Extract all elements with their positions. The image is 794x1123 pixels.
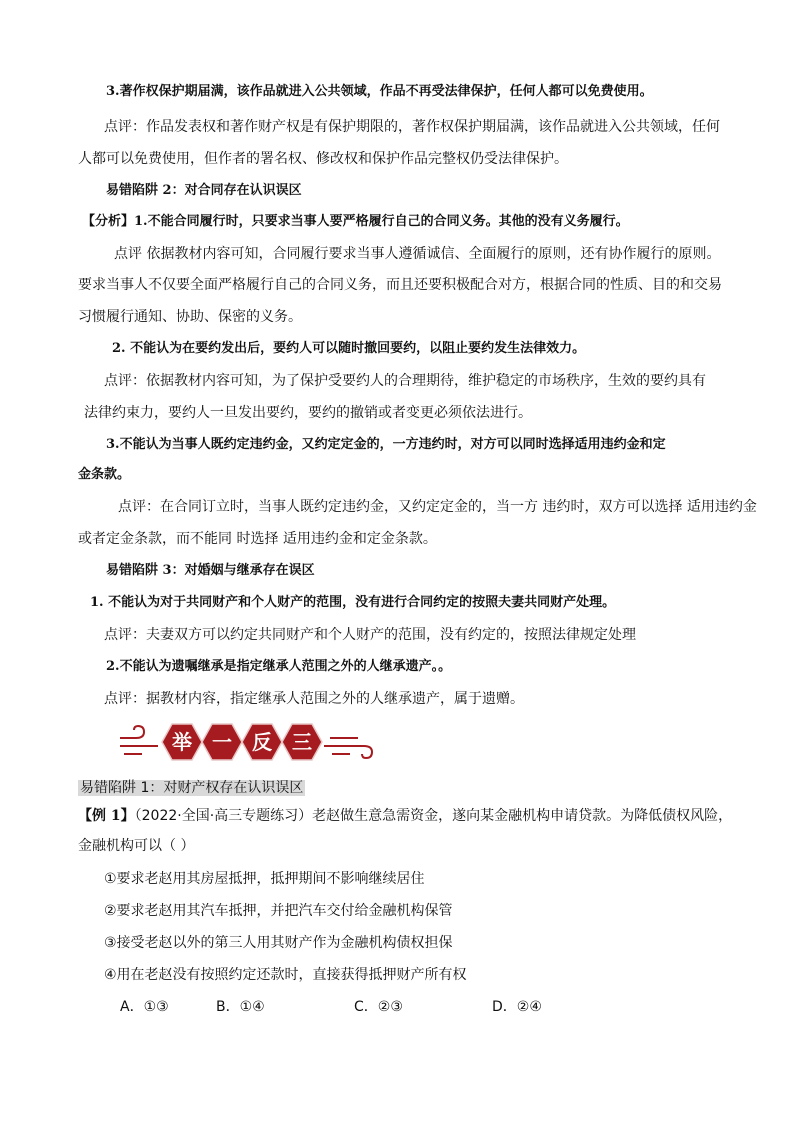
option-d[interactable]: D．②④	[492, 999, 542, 1015]
contract-comment-3-line-1: 点评：在合同订立时，当事人既约定违约金，又约定定金的，当一方 违约时，双方可以选择 适用违约金	[118, 499, 757, 515]
left-decoration-icon	[120, 726, 158, 754]
banner-char-1: 举	[172, 730, 192, 754]
option-c[interactable]: C．②③	[354, 999, 403, 1015]
marriage-point-2: 2.不能认为遗嘱继承是指定继承人范围之外的人继承遗产。。	[106, 659, 452, 674]
example-question-text: （2022·全国·高三专题练习）老赵做生意急需资金，遂向某金融机构申请贷款。为降低债权风险，	[134, 808, 733, 824]
right-decoration-icon	[324, 738, 372, 758]
choice-item-4: ④用在老赵没有按照约定还款时，直接获得抵押财产所有权	[104, 967, 467, 983]
comment-3-line-1: 点评：作品发表权和著作财产权是有保护期限的，著作权保护期届满，该作品就进入公共领域，任何	[104, 119, 720, 135]
trap-2-title: 易错陷阱 2：对合同存在认识误区	[106, 183, 302, 198]
contract-comment-3-line-2: 或者定金条款，而不能同 时选择 适用违约金和定金条款。	[78, 531, 437, 547]
contract-comment-2-line-2: 法律约束力，要约人一旦发出要约，要约的撤销或者变更必须依法进行。	[84, 405, 532, 421]
contract-point-2: 2. 不能认为在要约发出后，要约人可以随时撤回要约，以阻止要约发生法律效力。	[112, 341, 586, 356]
banner-char-4: 三	[292, 730, 312, 754]
example-tag: 【例 1】	[78, 808, 135, 824]
marriage-comment-2: 点评：据教材内容，指定继承人范围之外的人继承遗产，属于遗赠。	[104, 691, 524, 707]
contract-point-3-line-2: 金条款。	[78, 467, 131, 482]
example-trap-title	[78, 778, 305, 798]
banner-hexagons	[162, 724, 322, 760]
section-banner	[118, 718, 678, 766]
choice-item-2: ②要求老赵用其汽车抵押，并把汽车交付给金融机构保管	[104, 903, 453, 919]
choice-item-3: ③接受老赵以外的第三人用其财产作为金融机构债权担保	[104, 935, 453, 951]
trap-1-highlight: 易错陷阱 1：对财产权存在认识误区	[80, 780, 304, 796]
comment-3-line-2: 人都可以免费使用，但作者的署名权、修改权和保护作品完整权仍受法律保护。	[78, 151, 568, 167]
example-question-line-2: 金融机构可以（ ）	[78, 838, 195, 854]
trap-3-title: 易错陷阱 3：对婚姻与继承存在误区	[106, 563, 315, 578]
contract-comment-1-line-2: 要求当事人不仅要全面严格履行自己的合同义务，而且还要积极配合对方，根据合同的性质、目的和交易	[78, 277, 722, 293]
option-b[interactable]: B．①④	[216, 999, 265, 1015]
banner-char-3: 反	[252, 730, 272, 754]
banner-char-2: 一	[212, 730, 232, 754]
marriage-comment-1: 点评：夫妻双方可以约定共同财产和个人财产的范围，没有约定的，按照法律规定处理	[104, 627, 636, 643]
contract-comment-2-line-1: 点评：依据教材内容可知，为了保护受要约人的合理期待，维护稳定的市场秩序，生效的要约具有	[104, 373, 706, 389]
marriage-point-1: 1. 不能认为对于共同财产和个人财产的范围，没有进行合同约定的按照夫妻共同财产处理。	[90, 595, 616, 610]
choice-item-1: ①要求老赵用其房屋抵押，抵押期间不影响继续居住	[104, 871, 425, 887]
analysis-point-1: 【分析】1.不能合同履行时，只要求当事人要严格履行自己的合同义务。其他的没有义务履行。	[82, 214, 629, 229]
contract-comment-1-line-1: 点评 依据教材内容可知，合同履行要求当事人遵循诚信、全面履行的原则，还有协作履行的原则。	[114, 246, 721, 262]
point-3-copyright: 3.著作权保护期届满，该作品就进入公共领域，作品不再受法律保护，任何人都可以免费使用。	[106, 84, 653, 99]
option-a[interactable]: A．①③	[120, 999, 169, 1015]
contract-point-3-line-1: 3.不能认为当事人既约定违约金，又约定定金的，一方违约时，对方可以同时选择适用违约金和定	[106, 437, 666, 452]
contract-comment-1-line-3: 习惯履行通知、协助、保密的义务。	[78, 309, 302, 325]
example-question-line-1	[78, 806, 732, 826]
